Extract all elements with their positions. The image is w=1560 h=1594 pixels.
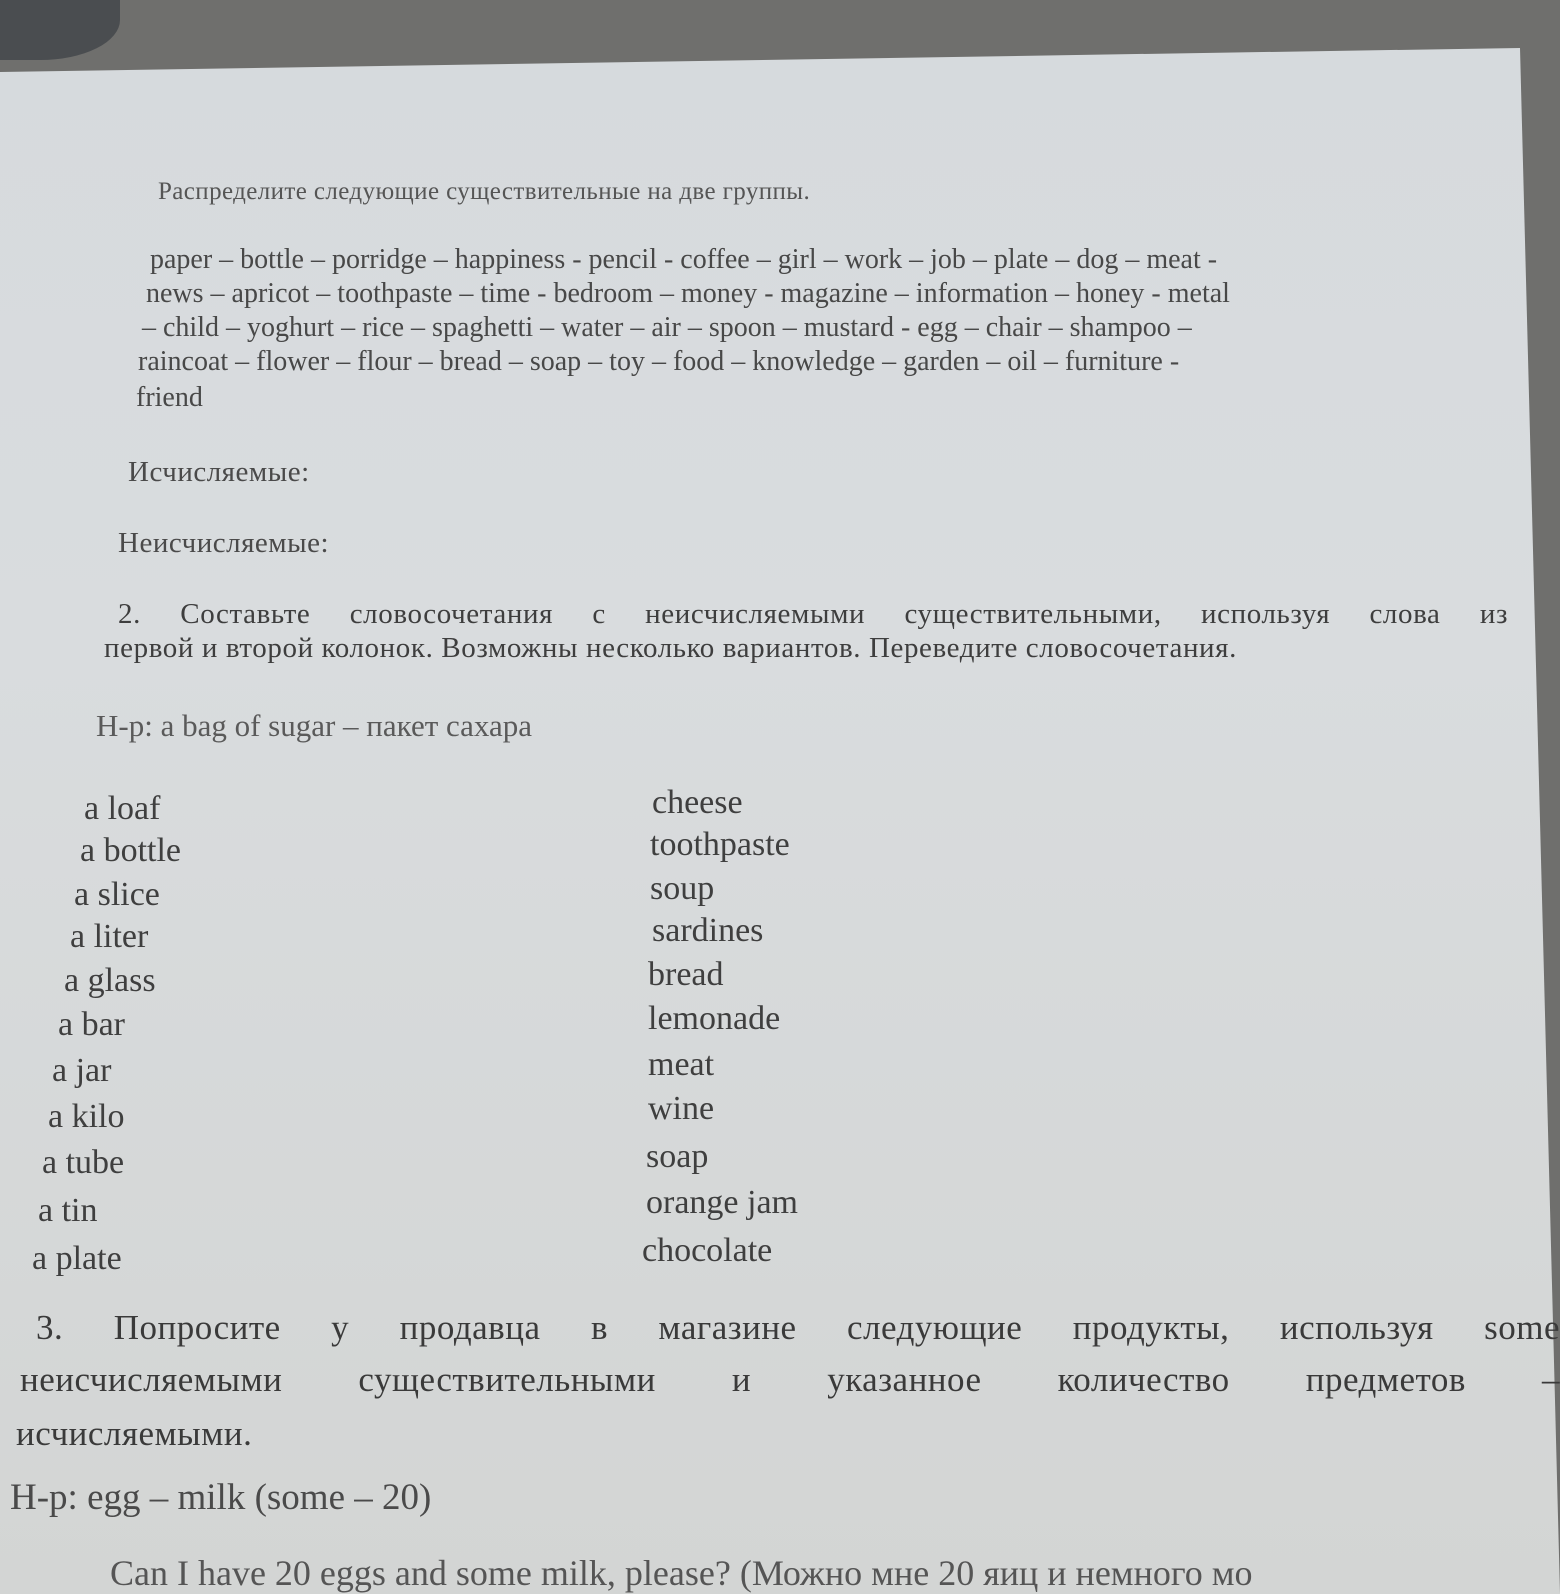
list-item: a bar — [58, 1006, 126, 1043]
task2-instruction: 2. Составьте словосочетания с неисчисляемыми существительными, используя слова из — [118, 598, 1508, 630]
list-item: a bottle — [80, 832, 182, 869]
task3-instruction: неисчисляемыми существительными и указанное количество предметов – — [20, 1360, 1560, 1399]
list-item: a tin — [38, 1192, 98, 1229]
task1-title: Распределите следующие существительные на две группы. — [158, 178, 811, 205]
list-item: chocolate — [642, 1232, 773, 1269]
list-item: a loaf — [84, 790, 161, 827]
task2-instruction: первой и второй колонок. Возможны несколько вариантов. Переведите словосочетания. — [104, 632, 1237, 664]
countable-label: Исчисляемые: — [128, 456, 310, 488]
word-list-line: friend — [136, 382, 203, 413]
list-item: a plate — [32, 1240, 122, 1277]
word-list-line: – child – yoghurt – rice – spaghetti – water – air – spoon – mustard - egg – chair – shampoo – — [142, 312, 1192, 343]
list-item: soup — [650, 870, 715, 907]
list-item: a slice — [74, 876, 160, 913]
uncountable-label: Неисчисляемые: — [118, 527, 330, 559]
list-item: bread — [648, 956, 724, 993]
list-item: toothpaste — [650, 826, 790, 863]
list-item: orange jam — [646, 1184, 798, 1221]
list-item: a kilo — [48, 1098, 125, 1135]
list-item: a glass — [64, 962, 156, 999]
list-item: a jar — [52, 1052, 112, 1089]
task2-example: Н-р: a bag of sugar – пакет сахара — [96, 708, 533, 743]
list-item: lemonade — [648, 1000, 781, 1037]
word-list-line: paper – bottle – porridge – happiness - pencil - coffee – girl – work – job – plate – dog – meat - — [150, 244, 1218, 275]
list-item: a tube — [42, 1144, 125, 1181]
task3-instruction: 3. Попросите у продавца в магазине следующие продукты, используя some — [36, 1308, 1560, 1347]
list-item: sardines — [652, 912, 764, 949]
word-list-line: raincoat – flower – flour – bread – soap – toy – food – knowledge – garden – oil – furniture - — [138, 346, 1180, 377]
task3-instruction: исчисляемыми. — [16, 1414, 253, 1453]
list-item: soap — [646, 1138, 709, 1175]
task3-cut-line: Can I have 20 eggs and some milk, please? (Можно мне 20 яиц и немного мо — [110, 1553, 1253, 1593]
list-item: meat — [648, 1046, 715, 1083]
list-item: wine — [648, 1090, 715, 1127]
word-list-line: news – apricot – toothpaste – time - bedroom – money - magazine – information – honey - metal — [146, 278, 1230, 309]
list-item: cheese — [652, 784, 743, 821]
list-item: a liter — [70, 918, 149, 955]
task3-example: Н-р: egg – milk (some – 20) — [10, 1477, 432, 1518]
